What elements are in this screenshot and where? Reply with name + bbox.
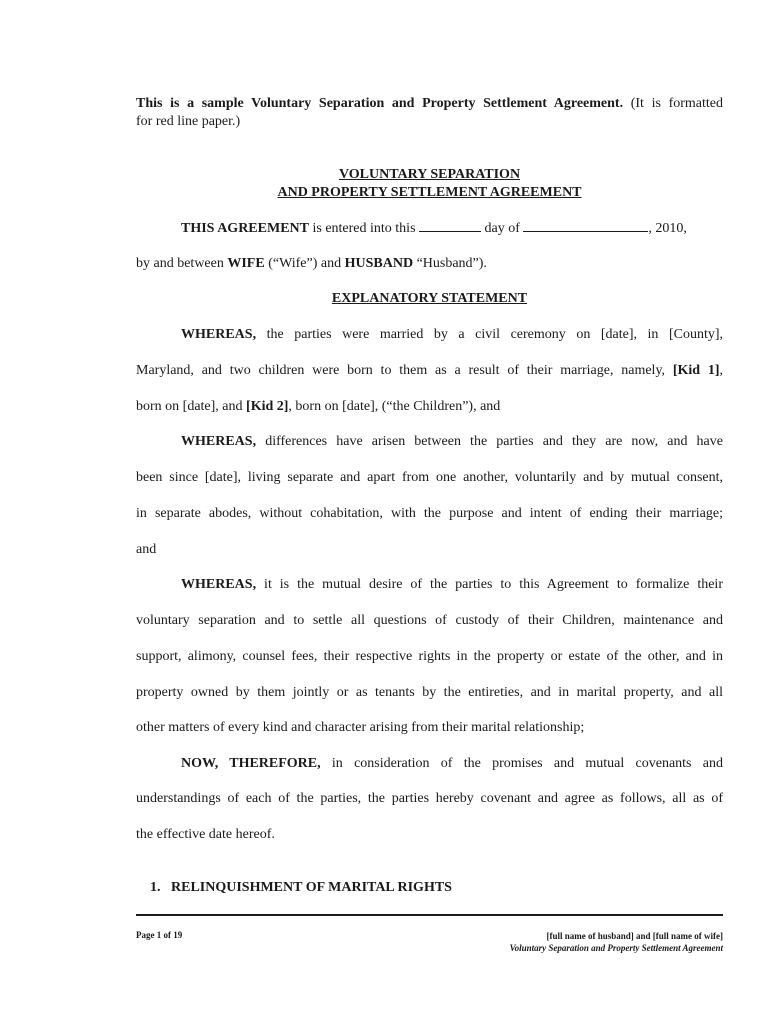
- agreement-line-2: by and between WIFE (“Wife”) and HUSBAND “Husband”).: [136, 256, 487, 271]
- husband-label: HUSBAND: [344, 256, 414, 271]
- whereas3-line-2: voluntary separation and to settle all questions of custody of their Children, maintenance and: [136, 613, 723, 628]
- agreement-lead: THIS AGREEMENT: [181, 221, 309, 236]
- kid1: [Kid 1]: [672, 363, 720, 378]
- now-therefore-line-3: the effective date hereof.: [136, 827, 275, 842]
- day-blank: [419, 219, 481, 232]
- whereas1-line-2: Maryland, and two children were born to them as a result of their marriage, namely, [Kid 1],: [136, 363, 723, 378]
- intro-line-1: [136, 95, 723, 113]
- whereas1-line-3: born on [date], and [Kid 2], born on [date], (“the Children”), and: [136, 399, 501, 414]
- explanatory-heading: EXPLANATORY STATEMENT: [331, 291, 528, 306]
- whereas2-line-3: in separate abodes, without cohabitation, with the purpose and intent of ending their marriage;: [136, 506, 723, 521]
- wife-label: WIFE: [227, 256, 265, 271]
- kid2: [Kid 2]: [246, 399, 289, 414]
- whereas2-line-1: WHEREAS, differences have arisen between the parties and they are now, and have: [181, 434, 723, 449]
- whereas3-line-3: support, alimony, counsel fees, their respective rights in the property or estate of the other, and in: [136, 649, 723, 664]
- now-therefore-line-2: understandings of each of the parties, the parties hereby covenant and agree as follows, all as of: [136, 791, 723, 806]
- footer-rule: [136, 914, 723, 916]
- footer-page-number: Page 1 of 19: [136, 930, 183, 940]
- now-therefore-line-1: NOW, THEREFORE, in consideration of the promises and mutual covenants and: [181, 756, 723, 771]
- whereas3-line-5: other matters of every kind and character arising from their marital relationship;: [136, 720, 585, 735]
- whereas2-line-2: been since [date], living separate and apart from one another, voluntarily and by mutual consent,: [136, 470, 723, 485]
- section-1-heading: 1. RELINQUISHMENT OF MARITAL RIGHTS: [150, 880, 452, 895]
- title-line-2: AND PROPERTY SETTLEMENT AGREEMENT: [277, 185, 582, 200]
- month-blank: [523, 219, 648, 232]
- footer-doc-title: Voluntary Separation and Property Settlement Agreement: [509, 943, 723, 953]
- intro-line-2: for red line paper.): [136, 114, 241, 129]
- footer-right-block: [510, 930, 723, 954]
- title-line-1: VOLUNTARY SEPARATION: [338, 167, 521, 182]
- intro-rest-1: (It is formatted: [623, 96, 723, 111]
- whereas1-line-1: WHEREAS, the parties were married by a civil ceremony on [date], in [County],: [181, 327, 723, 342]
- intro-bold: This is a sample Voluntary Separation and Property Settlement Agreement.: [136, 96, 624, 111]
- whereas2-line-4: and: [136, 542, 157, 557]
- whereas3-line-4: property owned by them jointly or as tenants by the entireties, and in marital property, and all: [136, 685, 723, 700]
- agreement-line-1: THIS AGREEMENT is entered into this day of , 2010,: [181, 221, 687, 236]
- footer-names: [full name of husband] and [full name of wife]: [546, 931, 723, 941]
- whereas3-line-1: WHEREAS, it is the mutual desire of the parties to this Agreement to formalize their: [181, 577, 723, 592]
